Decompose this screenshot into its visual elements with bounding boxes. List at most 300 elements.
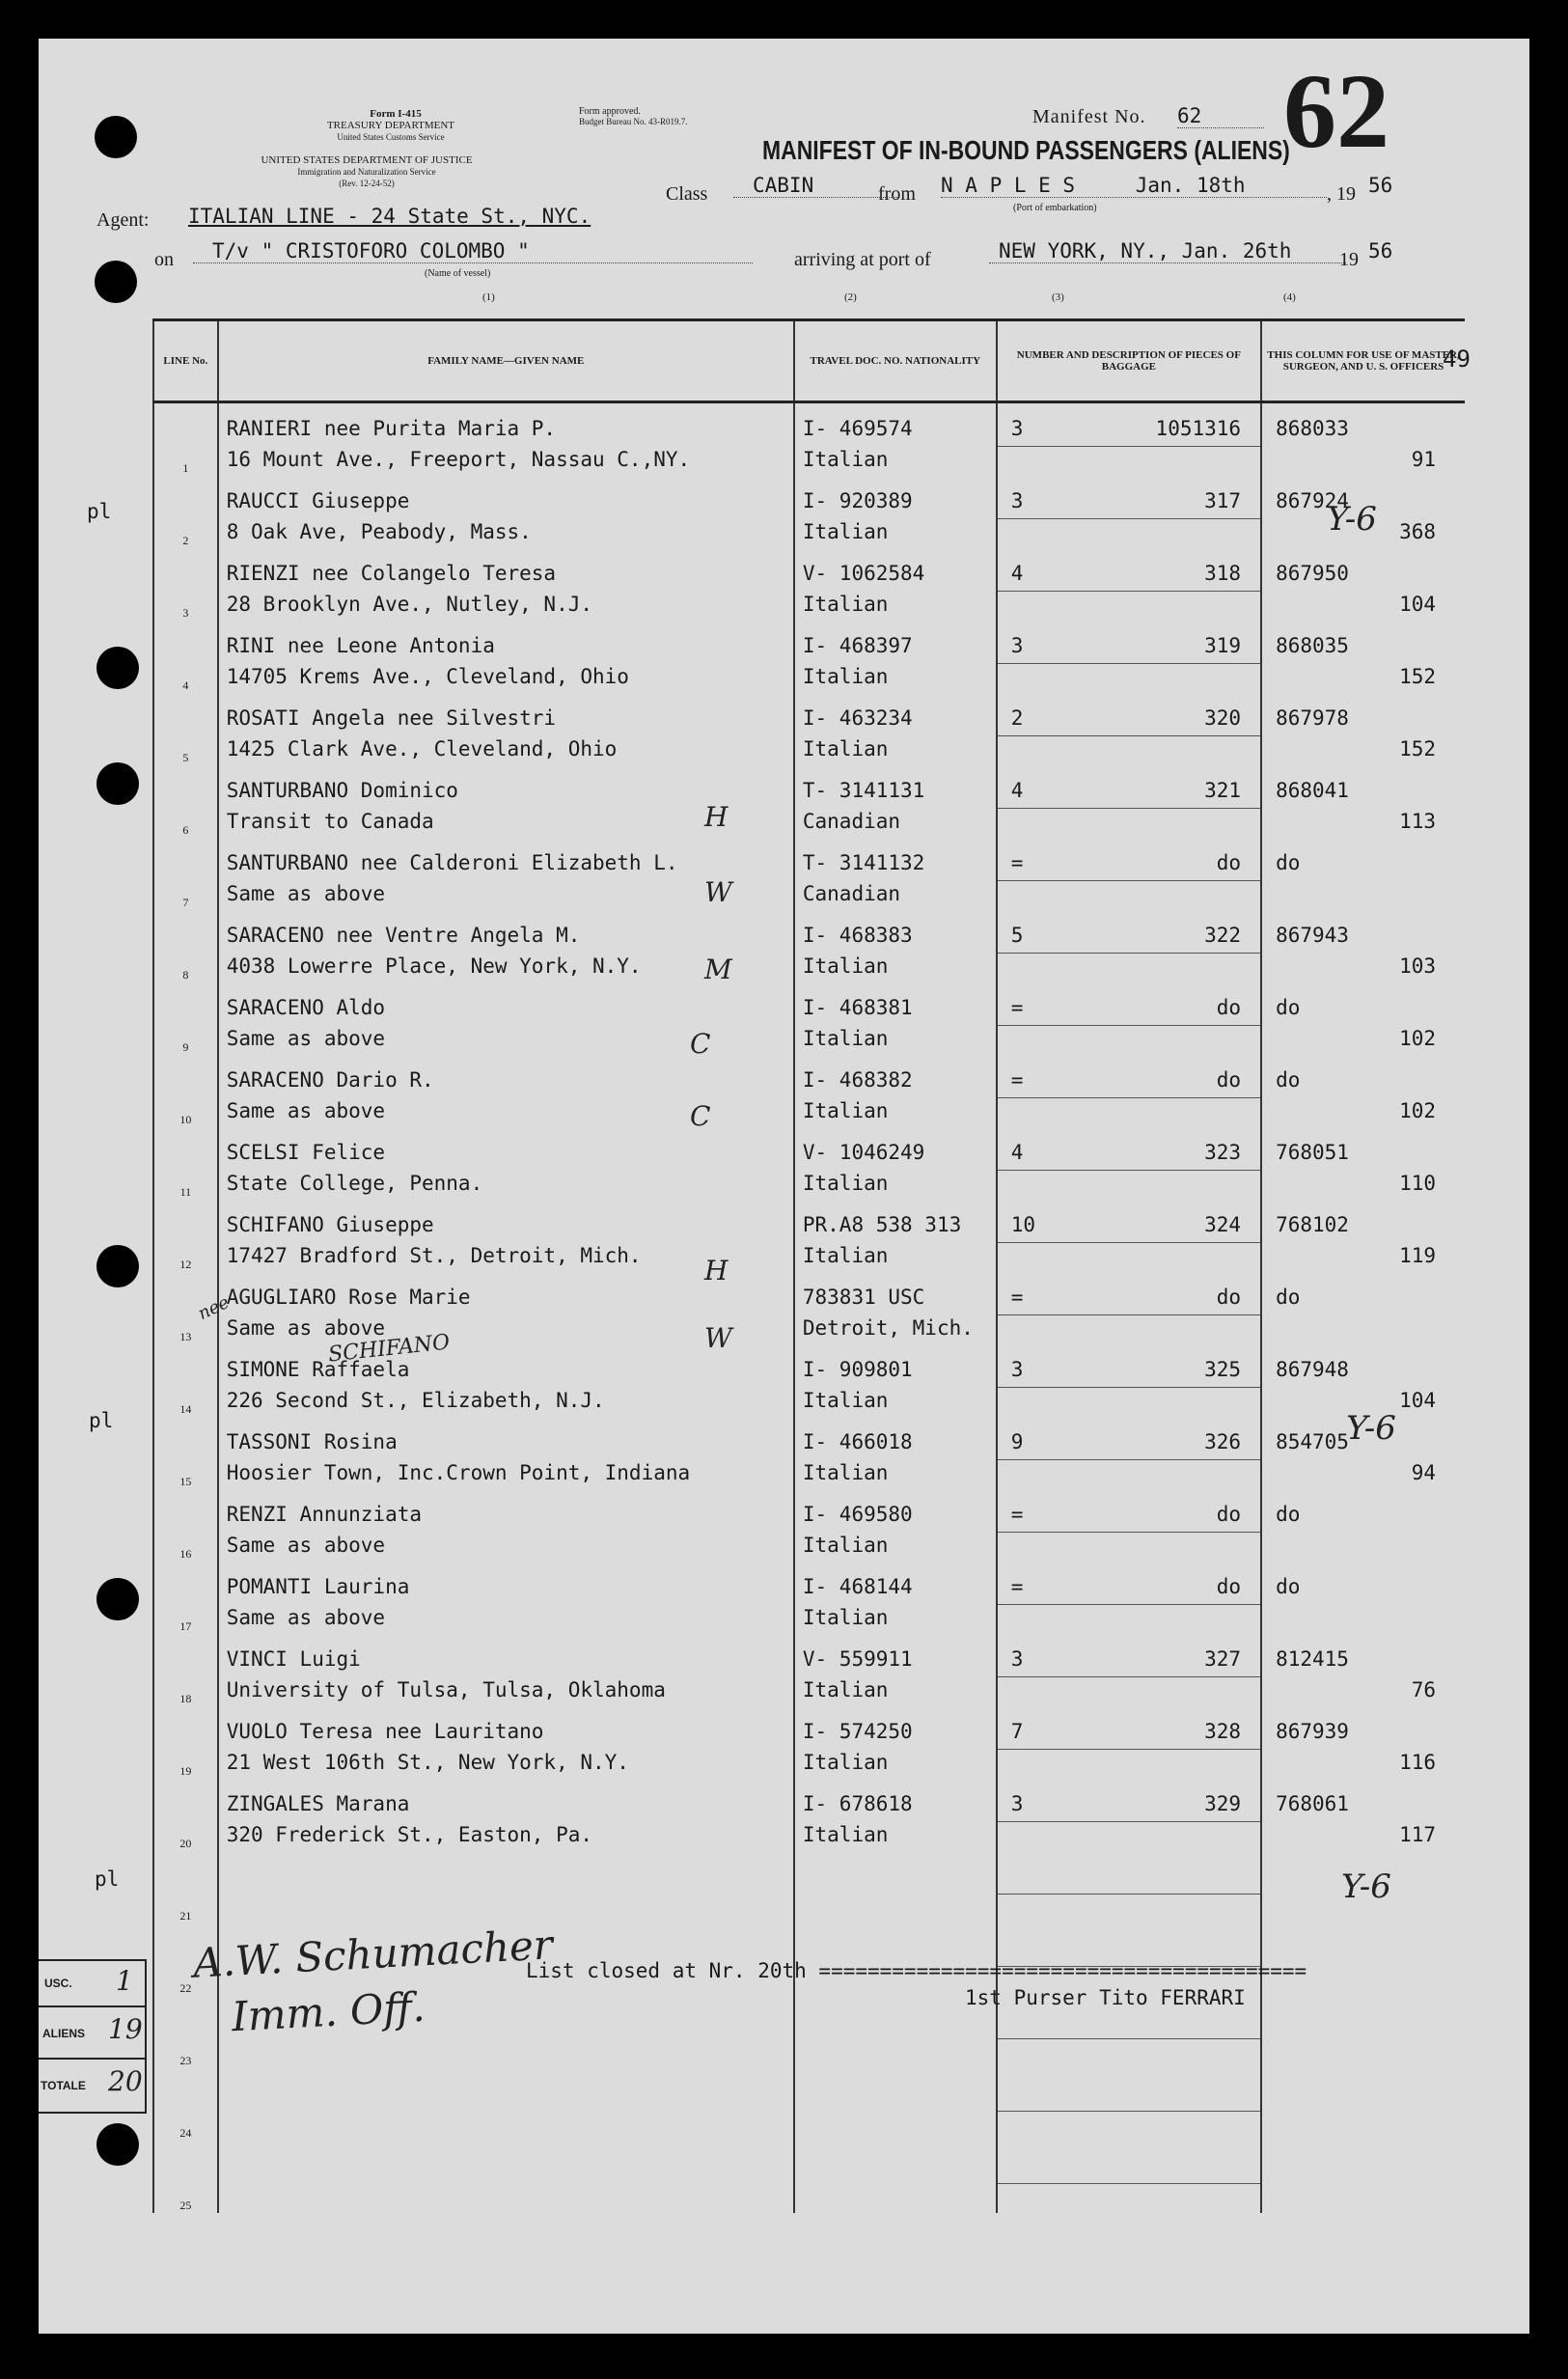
baggage-count: 3	[1010, 634, 1024, 657]
form-approved: Form approved.	[579, 106, 641, 117]
officer-cell	[1261, 2141, 1465, 2213]
line-no	[153, 1562, 218, 1634]
baggage-count: =	[1010, 996, 1024, 1019]
manifest-no-label: Manifest No.	[1032, 106, 1146, 127]
line-no-value: 2	[182, 534, 189, 547]
line-no-value: 24	[179, 2126, 192, 2140]
baggage-count: 5	[1010, 924, 1024, 947]
table-row	[153, 1489, 1465, 1562]
travel-doc-no: 783831 USC	[802, 1286, 925, 1309]
passenger-address: 226 Second St., Elizabeth, N.J.	[226, 1389, 605, 1412]
table-header	[153, 320, 1465, 402]
passenger-address: 8 Oak Ave, Peabody, Mass.	[226, 520, 532, 543]
passenger-address: 16 Mount Ave., Freeport, Nassau C.,NY.	[226, 448, 691, 471]
arr-year: 56	[1368, 239, 1393, 263]
line-no	[153, 1996, 218, 2068]
baggage-cell	[997, 1417, 1261, 1489]
usc-tally	[39, 1959, 147, 2009]
passenger-address: 28 Brooklyn Ave., Nutley, N.J.	[226, 593, 592, 616]
doc-cell	[794, 2068, 997, 2141]
doc-cell	[794, 1562, 997, 1634]
baggage-count: 4	[1010, 562, 1024, 585]
nationality: Italian	[802, 665, 889, 688]
officer-cell	[1261, 1562, 1465, 1634]
baggage-count: =	[1010, 1575, 1024, 1598]
passenger-address: Same as above	[226, 1099, 386, 1122]
agent-label: Agent:	[96, 209, 150, 231]
line-no	[153, 982, 218, 1055]
officer-cell	[1261, 838, 1465, 910]
line-no-value: 19	[179, 1764, 192, 1778]
baggage-cell	[997, 402, 1261, 477]
nationality: Detroit, Mich.	[802, 1316, 974, 1340]
doc-cell	[794, 910, 997, 982]
baggage-cell	[997, 1055, 1261, 1127]
form-number: Form I-415	[370, 108, 422, 120]
officer-subcode: 113	[1399, 810, 1436, 833]
officer-cell	[1261, 1706, 1465, 1779]
officer-cell	[1261, 765, 1465, 838]
officer-signature: A.W. Schumacher	[191, 1921, 555, 1987]
nationality: Italian	[802, 1606, 889, 1629]
usc-label: USC.	[44, 1977, 72, 1990]
doc-cell	[794, 402, 997, 477]
doc-cell	[794, 1272, 997, 1344]
table-row	[153, 1706, 1465, 1779]
baggage-cell	[997, 693, 1261, 765]
passenger-name: ZINGALES Marana	[226, 1792, 410, 1815]
note-y6-row2: Y-6	[1327, 500, 1377, 539]
table-row	[153, 2141, 1465, 2213]
baggage-number: 326	[1204, 1430, 1242, 1453]
officer-title: Imm. Off.	[230, 1982, 426, 2041]
binder-hole	[96, 647, 139, 689]
line-no-value: 25	[179, 2199, 192, 2212]
note-w-row13: W	[704, 1322, 732, 1354]
officer-code: do	[1276, 996, 1301, 1019]
officer-cell	[1261, 1634, 1465, 1706]
baggage-cell	[997, 548, 1261, 621]
travel-doc-no: I- 678618	[802, 1792, 913, 1815]
baggage-count: 10	[1010, 1213, 1035, 1236]
line-no-value: 7	[182, 896, 189, 909]
nationality: Italian	[802, 1389, 889, 1412]
baggage-count: 3	[1010, 1647, 1024, 1671]
col-num-3: (3)	[1052, 291, 1064, 303]
arrival-port: NEW YORK, NY., Jan. 26th	[989, 239, 1346, 263]
line-no	[153, 2068, 218, 2141]
line-no-value: 11	[179, 1185, 192, 1199]
table-row	[153, 1562, 1465, 1634]
officer-cell	[1261, 1200, 1465, 1272]
nationality: Italian	[802, 1027, 889, 1050]
officer-code: do	[1276, 1575, 1301, 1598]
baggage-cell	[997, 621, 1261, 693]
customs-service: United States Customs Service	[337, 132, 445, 142]
line-no-value: 5	[182, 751, 189, 764]
line-no	[153, 1851, 218, 1923]
baggage-number: 319	[1204, 634, 1242, 657]
table-row	[153, 1272, 1465, 1344]
name-cell	[218, 2141, 794, 2213]
header-doc: TRAVEL DOC. NO. NATIONALITY	[794, 320, 997, 402]
line-no	[153, 548, 218, 621]
note-pl-row2: pl	[87, 500, 112, 523]
passenger-address: Hoosier Town, Inc.Crown Point, Indiana	[226, 1461, 691, 1484]
table-row	[153, 765, 1465, 838]
officer-subcode: 104	[1399, 1389, 1436, 1412]
line-no	[153, 476, 218, 548]
officer-subcode: 119	[1399, 1244, 1436, 1267]
officer-code: 867943	[1276, 924, 1349, 947]
doc-cell	[794, 1779, 997, 1851]
total-tally	[39, 2058, 147, 2114]
baggage-number: do	[1216, 1575, 1242, 1598]
officer-code: 768061	[1276, 1792, 1349, 1815]
passenger-address: Same as above	[226, 1316, 386, 1340]
travel-doc-no: V- 1046249	[802, 1141, 925, 1164]
name-cell	[218, 2068, 794, 2141]
agent-name: ITALIAN LINE - 24 State St., NYC.	[188, 205, 591, 228]
travel-doc-no: I- 468381	[802, 996, 913, 1019]
doc-cell	[794, 1706, 997, 1779]
officer-cell	[1261, 1344, 1465, 1417]
officer-subcode: 110	[1399, 1172, 1436, 1195]
ins-service: Immigration and Naturalization Service	[297, 167, 436, 177]
binder-hole	[96, 1245, 139, 1287]
doc-cell	[794, 693, 997, 765]
officer-code: 812415	[1276, 1647, 1349, 1671]
line-no	[153, 621, 218, 693]
header-officers: THIS COLUMN FOR USE OF MASTER, SURGEON, AND U. S. OFFICERS	[1261, 320, 1465, 402]
manifest-title: MANIFEST OF IN-BOUND PASSENGERS (ALIENS)	[762, 135, 1290, 165]
officer-code: 768102	[1276, 1213, 1349, 1236]
travel-doc-no: I- 466018	[802, 1430, 913, 1453]
travel-doc-no: I- 574250	[802, 1720, 913, 1743]
binder-hole	[96, 762, 139, 805]
officer-code: do	[1276, 1068, 1301, 1092]
note-nee: nee	[195, 1292, 233, 1324]
note-y6-row20: Y-6	[1341, 1867, 1391, 1906]
line-no-value: 8	[182, 968, 189, 982]
officer-code: 867948	[1276, 1358, 1349, 1381]
officer-code: 867939	[1276, 1720, 1349, 1743]
doc-cell	[794, 1489, 997, 1562]
note-y6-row14: Y-6	[1346, 1409, 1396, 1448]
officer-subcode: 152	[1399, 665, 1436, 688]
vessel-caption: (Name of vessel)	[425, 268, 491, 279]
officer-cell	[1261, 548, 1465, 621]
baggage-count: 3	[1010, 489, 1024, 512]
doc-cell	[794, 2141, 997, 2213]
doc-cell	[794, 621, 997, 693]
name-cell	[218, 1417, 794, 1489]
doc-cell	[794, 1127, 997, 1200]
table-row	[153, 548, 1465, 621]
table-row	[153, 1779, 1465, 1851]
travel-doc-no: T- 3141132	[802, 851, 925, 874]
officer-code: 867950	[1276, 562, 1349, 585]
line-no	[153, 1344, 218, 1417]
officer-cell	[1261, 621, 1465, 693]
name-cell	[218, 1562, 794, 1634]
line-no	[153, 1634, 218, 1706]
table-row	[153, 838, 1465, 910]
baggage-count: =	[1010, 1068, 1024, 1092]
baggage-number: 318	[1204, 562, 1242, 585]
line-no-value: 15	[179, 1475, 192, 1488]
baggage-cell	[997, 2141, 1261, 2213]
line-no	[153, 1127, 218, 1200]
table-row	[153, 621, 1465, 693]
note-pl-row20: pl	[95, 1867, 120, 1891]
vessel-name: T/v " CRISTOFORO COLOMBO "	[193, 239, 753, 263]
officer-cell	[1261, 402, 1465, 477]
passenger-name: SARACENO Dario R.	[226, 1068, 434, 1092]
officer-cell	[1261, 910, 1465, 982]
passenger-name: ROSATI Angela nee Silvestri	[226, 706, 557, 730]
name-cell	[218, 402, 794, 477]
passenger-address: Same as above	[226, 1534, 386, 1557]
passenger-name: SARACENO nee Ventre Angela M.	[226, 924, 581, 947]
officer-subcode: 152	[1399, 737, 1436, 761]
baggage-number: 1051316	[1155, 417, 1242, 440]
note-schifano: SCHIFANO	[327, 1330, 452, 1368]
nationality: Italian	[802, 1534, 889, 1557]
line-no-value: 6	[182, 823, 189, 837]
passenger-address: Same as above	[226, 882, 386, 905]
travel-doc-no: I- 468144	[802, 1575, 913, 1598]
passenger-address: Transit to Canada	[226, 810, 434, 833]
line-no	[153, 693, 218, 765]
officer-subcode: 94	[1411, 1461, 1436, 1484]
travel-doc-no: I- 920389	[802, 489, 913, 512]
name-cell	[218, 548, 794, 621]
line-no-value: 12	[179, 1258, 192, 1271]
table-row	[153, 1634, 1465, 1706]
line-no-value: 16	[179, 1547, 192, 1561]
line-no-value: 10	[179, 1113, 192, 1126]
passenger-name: SCHIFANO Giuseppe	[226, 1213, 434, 1236]
passenger-address: 14705 Krems Ave., Cleveland, Ohio	[226, 665, 629, 688]
note-pl-row14: pl	[89, 1409, 114, 1432]
passenger-name: POMANTI Laurina	[226, 1575, 410, 1598]
total-count: 20	[108, 2065, 143, 2097]
total-label: TOTALE	[41, 2079, 86, 2092]
officer-cell	[1261, 1779, 1465, 1851]
name-cell	[218, 1127, 794, 1200]
note-c-row9: C	[690, 1028, 711, 1060]
officer-code: 867924	[1276, 489, 1349, 512]
col-num-4: (4)	[1283, 291, 1296, 303]
baggage-number: 325	[1204, 1358, 1242, 1381]
line-no	[153, 402, 218, 477]
doc-cell	[794, 1417, 997, 1489]
passenger-name: RAUCCI Giuseppe	[226, 489, 410, 512]
officer-subcode: 368	[1399, 520, 1436, 543]
doc-cell	[794, 1634, 997, 1706]
nationality: Italian	[802, 954, 889, 978]
baggage-cell	[997, 1344, 1261, 1417]
passenger-name: SCELSI Felice	[226, 1141, 386, 1164]
nationality: Italian	[802, 737, 889, 761]
nationality: Italian	[802, 1461, 889, 1484]
baggage-number: 323	[1204, 1141, 1242, 1164]
passenger-address: 21 West 106th St., New York, N.Y.	[226, 1751, 629, 1774]
dep-year: 56	[1368, 174, 1393, 197]
passenger-address: State College, Penna.	[226, 1172, 483, 1195]
baggage-number: do	[1216, 1068, 1242, 1092]
baggage-cell	[997, 1562, 1261, 1634]
officer-code: 768051	[1276, 1141, 1349, 1164]
aliens-tally	[39, 2006, 147, 2061]
passenger-name: SARACENO Aldo	[226, 996, 386, 1019]
line-no-value: 3	[182, 606, 189, 620]
passenger-address: 320 Frederick St., Easton, Pa.	[226, 1823, 592, 1846]
officer-code: 854705	[1276, 1430, 1349, 1453]
name-cell	[218, 1489, 794, 1562]
passenger-name: AGUGLIARO Rose Marie	[226, 1286, 471, 1309]
officer-code: do	[1276, 851, 1301, 874]
table-row	[153, 693, 1465, 765]
table-row	[153, 910, 1465, 982]
line-no	[153, 1706, 218, 1779]
header-name: FAMILY NAME—GIVEN NAME	[218, 320, 794, 402]
travel-doc-no: T- 3141131	[802, 779, 925, 802]
departure-date: Jan. 18th	[1135, 174, 1246, 197]
binder-hole	[95, 261, 137, 303]
baggage-cell	[997, 910, 1261, 982]
travel-doc-no: I- 469580	[802, 1503, 913, 1526]
from-label: from	[878, 183, 916, 205]
usc-count: 1	[116, 1965, 133, 1997]
travel-doc-no: I- 468383	[802, 924, 913, 947]
baggage-number: 329	[1204, 1792, 1242, 1815]
arr-year-prefix: 19	[1339, 249, 1359, 270]
table-row	[153, 2068, 1465, 2141]
baggage-cell	[997, 982, 1261, 1055]
officer-cell	[1261, 1127, 1465, 1200]
binder-hole	[95, 116, 137, 158]
baggage-number: 327	[1204, 1647, 1242, 1671]
line-no-value: 21	[179, 1909, 192, 1923]
note-h-row12: H	[704, 1255, 729, 1286]
officer-subcode: 116	[1399, 1751, 1436, 1774]
nationality: Italian	[802, 448, 889, 471]
officer-subcode: 91	[1411, 448, 1436, 471]
baggage-number: do	[1216, 1503, 1242, 1526]
table-row	[153, 1417, 1465, 1489]
baggage-number: 321	[1204, 779, 1242, 802]
name-cell	[218, 1634, 794, 1706]
officer-subcode: 104	[1399, 593, 1436, 616]
embark-port	[941, 174, 1327, 198]
name-cell	[218, 621, 794, 693]
baggage-cell	[997, 1127, 1261, 1200]
baggage-count: =	[1010, 1503, 1024, 1526]
baggage-number: 322	[1204, 924, 1242, 947]
officer-cell	[1261, 982, 1465, 1055]
line-no-value: 17	[179, 1619, 192, 1633]
officer-subcode: 102	[1399, 1027, 1436, 1050]
nationality: Canadian	[802, 810, 901, 833]
doc-cell	[794, 1851, 997, 1923]
passenger-name: SIMONE Raffaela	[226, 1358, 410, 1381]
nationality: Canadian	[802, 882, 901, 905]
baggage-count: 2	[1010, 706, 1024, 730]
passenger-address: Same as above	[226, 1606, 386, 1629]
line-no	[153, 1200, 218, 1272]
officer-cell	[1261, 1996, 1465, 2068]
name-cell	[218, 1851, 794, 1923]
table-row	[153, 1851, 1465, 1923]
table-row	[153, 982, 1465, 1055]
baggage-number: do	[1216, 851, 1242, 874]
nationality: Italian	[802, 593, 889, 616]
table-row	[153, 402, 1465, 477]
line-no	[153, 1417, 218, 1489]
nationality: Italian	[802, 1751, 889, 1774]
officer-cell	[1261, 1272, 1465, 1344]
port-caption: (Port of embarkation)	[1013, 203, 1097, 213]
list-closed: List closed at Nr. 20th ========================================	[526, 1959, 1307, 1982]
officer-code: 868035	[1276, 634, 1349, 657]
line-no	[153, 910, 218, 982]
passenger-name: VINCI Luigi	[226, 1647, 361, 1671]
travel-doc-no: PR.A8 538 313	[802, 1213, 962, 1236]
note-w-row7: W	[704, 876, 732, 908]
baggage-cell	[997, 476, 1261, 548]
line-no	[153, 1779, 218, 1851]
baggage-number: do	[1216, 996, 1242, 1019]
baggage-count: 9	[1010, 1430, 1024, 1453]
baggage-cell	[997, 1706, 1261, 1779]
nationality: Italian	[802, 1244, 889, 1267]
binder-hole	[96, 1578, 139, 1620]
aliens-label: ALIENS	[42, 2027, 86, 2040]
doc-cell	[794, 548, 997, 621]
travel-doc-no: I- 909801	[802, 1358, 913, 1381]
baggage-number: 320	[1204, 706, 1242, 730]
manifest-page	[39, 39, 1529, 2334]
line-no-value: 4	[182, 678, 189, 692]
name-cell	[218, 693, 794, 765]
baggage-count: =	[1010, 1286, 1024, 1309]
doc-cell	[794, 765, 997, 838]
officer-code: 867978	[1276, 706, 1349, 730]
officer-subcode: 76	[1411, 1678, 1436, 1701]
baggage-count: 7	[1010, 1720, 1024, 1743]
baggage-number: 328	[1204, 1720, 1242, 1743]
port-name: N A P L E S	[941, 174, 1076, 197]
officer-cell	[1261, 2068, 1465, 2141]
col-num-2: (2)	[844, 291, 857, 303]
baggage-cell	[997, 1851, 1261, 1923]
officer-subcode: 102	[1399, 1099, 1436, 1122]
baggage-count: 3	[1010, 417, 1024, 440]
name-cell	[218, 1706, 794, 1779]
treasury-dept: TREASURY DEPARTMENT	[326, 120, 455, 131]
line-no	[153, 1489, 218, 1562]
officer-code: do	[1276, 1286, 1301, 1309]
passenger-name: SANTURBANO nee Calderoni Elizabeth L.	[226, 851, 678, 874]
nationality: Italian	[802, 1099, 889, 1122]
passenger-address: Same as above	[226, 1027, 386, 1050]
officer-subcode: 103	[1399, 954, 1436, 978]
table-row	[153, 1127, 1465, 1200]
big-manifest-number: 62	[1283, 52, 1389, 170]
doc-cell	[794, 982, 997, 1055]
